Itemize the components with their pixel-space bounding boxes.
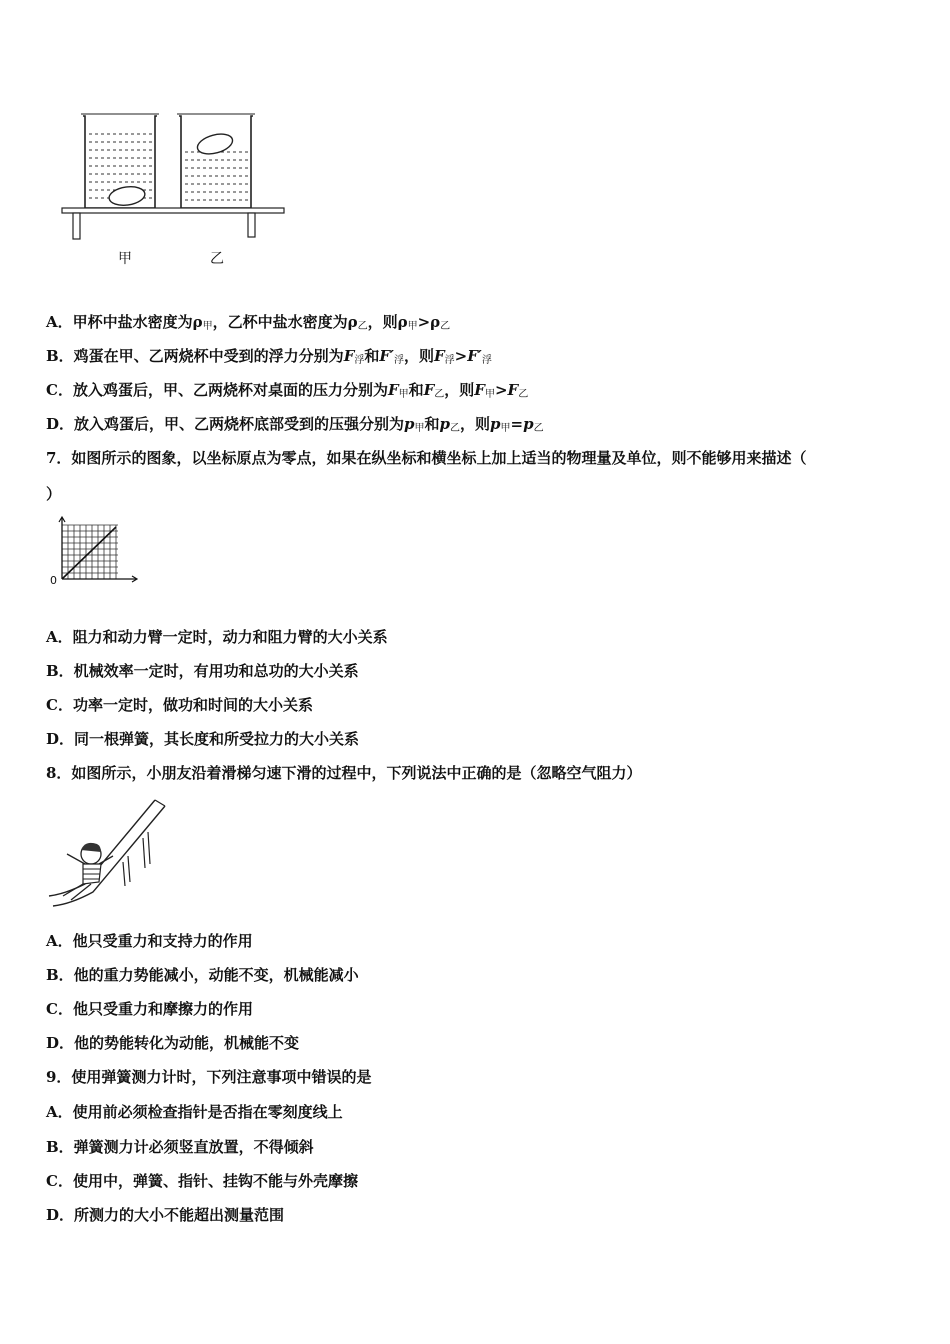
q6-option-d: D．放入鸡蛋后，甲、乙两烧杯底部受到的压强分别为$p_甲$和$p_乙$，则$p_甲=p_乙$: [46, 415, 544, 434]
q7-option-a: A．阻力和动力臂一定时，动力和阻力臂的大小关系: [46, 628, 388, 646]
q7-option-c: C．功率一定时，做功和时间的大小关系: [46, 696, 313, 714]
q7-option-d: D．同一根弹簧，其长度和所受拉力的大小关系: [46, 730, 360, 748]
q8-option-d: D．他的势能转化为动能，机械能不变: [46, 1034, 300, 1052]
label-jia: 甲: [118, 251, 132, 267]
q6-option-b: B．鸡蛋在甲、乙两烧杯中受到的浮力分别为$F_浮$和$F'_浮$，则$F_浮>F'_浮$: [46, 347, 492, 366]
q8-stem: 8．如图所示，小朋友沿着滑梯匀速下滑的过程中，下列说法中正确的是（忽略空气阻力）: [46, 764, 642, 782]
q9-option-a: A．使用前必须检查指针是否指在零刻度线上: [46, 1103, 343, 1121]
q8-option-a: A．他只受重力和支持力的作用: [46, 932, 253, 950]
q6-option-c: C．放入鸡蛋后，甲、乙两烧杯对桌面的压力分别为$F_甲$和$F_乙$，则$F_甲>F_乙$: [46, 381, 529, 400]
beakers-figure: [55, 110, 295, 245]
q7-stem: 7．如图所示的图象，以坐标原点为零点，如果在纵坐标和横坐标上加上适当的物理量及单位，则不能够用来描述（: [46, 449, 807, 467]
q8-option-b: B．他的重力势能减小，动能不变，机械能减小: [46, 966, 359, 984]
q8-option-c: C．他只受重力和摩擦力的作用: [46, 1000, 253, 1018]
q7-stem-end: ）: [46, 485, 62, 503]
label-yi: 乙: [210, 251, 224, 267]
grid-graph-figure: [48, 515, 143, 590]
q9-stem: 9．使用弹簧测力计时，下列注意事项中错误的是: [46, 1068, 372, 1086]
q7-option-b: B．机械效率一定时，有用功和总功的大小关系: [46, 662, 359, 680]
q6-option-a: A．甲杯中盐水密度为$\rho_甲$，乙杯中盐水密度为$\rho_乙$，则$\rho_甲>\rho_乙$: [46, 313, 451, 332]
q9-option-b: B．弹簧测力计必须竖直放置，不得倾斜: [46, 1138, 314, 1156]
slide-child-figure: [45, 796, 170, 916]
graph-origin-label: 0: [50, 574, 57, 587]
q9-option-c: C．使用中，弹簧、指针、挂钩不能与外壳摩擦: [46, 1172, 358, 1190]
q9-option-d: D．所测力的大小不能超出测量范围: [46, 1206, 285, 1224]
